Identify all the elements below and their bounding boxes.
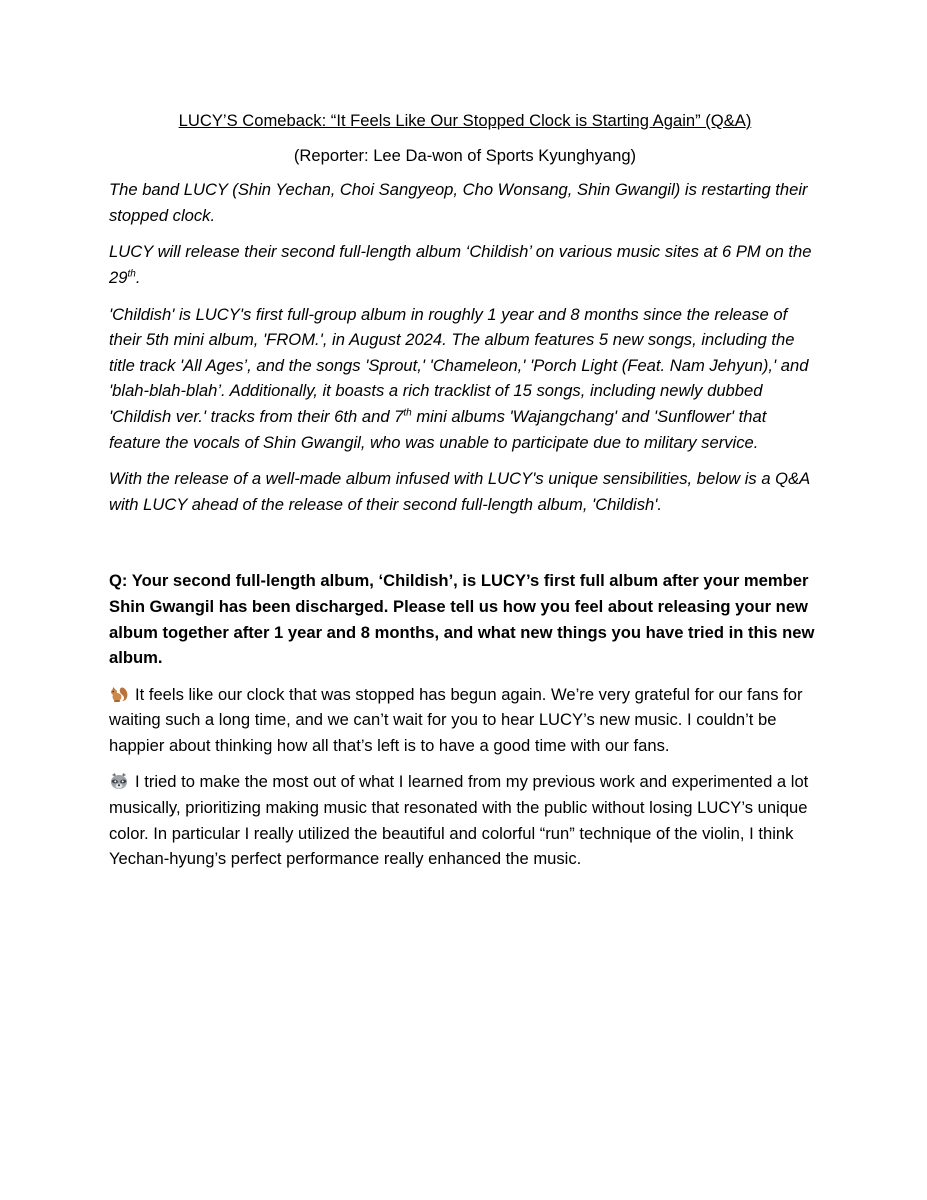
document-page: [109, 108, 821, 883]
article-title: LUCY’S Comeback: “It Feels Like Our Stopped Clock is Starting Again” (Q&A): [178, 111, 752, 130]
intro-2-end: .: [135, 267, 141, 287]
question-1: Q: Your second full-length album, ‘Childish’, is LUCY’s first full album after your member Shin Gwangil has been discharged. Please tell us how you feel about releasing your new album together after 1 year and 8 months, and what new things you have tried in this new album.: [109, 571, 815, 668]
answer-1: [109, 682, 821, 759]
answer-2-text: I tried to make the most out of what I learned from my previous work and experimented a lot musically, prioritizing making music that resonated with the public without losing LUCY’s unique color. In particular I really utilized the beautiful and colorful “run” technique of the violin, I think Yechan-hyung’s perfect performance really enhanced the music.: [109, 772, 809, 869]
superscript-th: th: [127, 268, 136, 280]
raccoon-icon: [109, 772, 129, 790]
intro-paragraph-2: [109, 239, 821, 290]
section-spacer: [109, 528, 821, 568]
answer-2: [109, 769, 821, 871]
intro-paragraph-1: The band LUCY (Shin Yechan, Choi Sangyeop, Cho Wonsang, Shin Gwangil) is restarting their stopped clock.: [109, 180, 808, 225]
intro-paragraph-3: [109, 302, 821, 456]
answer-1-text: It feels like our clock that was stopped has begun again. We’re very grateful for our fans for waiting such a long time, and we can’t wait for you to hear LUCY’s new music. I couldn’t be happier about thinking how all that’s left is to have a good time with our fans.: [109, 684, 803, 755]
squirrel-icon: [109, 685, 129, 703]
intro-2-text: LUCY will release their second full-length album ‘Childish’ on various music sites at 6 PM on the 29: [109, 242, 812, 287]
intro-3-text-b: mini albums 'Wajangchang' and 'Sunflower' that feature the vocals of Shin Gwangil, who was unable to participate due to military service.: [109, 406, 767, 452]
superscript-th: th: [403, 407, 412, 419]
intro-3-text-a: 'Childish' is LUCY's first full-group album in roughly 1 year and 8 months since the release of their 5th mini album, 'FROM.', in August 2024. The album features 5 new songs, including the title track 'All Ages’, and the songs 'Sprout,' 'Chameleon,' 'Porch Light (Feat. Nam Jehyun),' and 'blah-blah-blah’. Additionally, it boasts a rich tracklist of 15 songs, including newly dubbed 'Childish ver.' tracks from their 6th and 7: [109, 304, 809, 426]
reporter-byline: (Reporter: Lee Da-won of Sports Kyunghyang): [293, 145, 637, 165]
intro-paragraph-4: With the release of a well-made album infused with LUCY's unique sensibilities, below is a Q&A with LUCY ahead of the release of their second full-length album, 'Childish'.: [109, 469, 810, 514]
